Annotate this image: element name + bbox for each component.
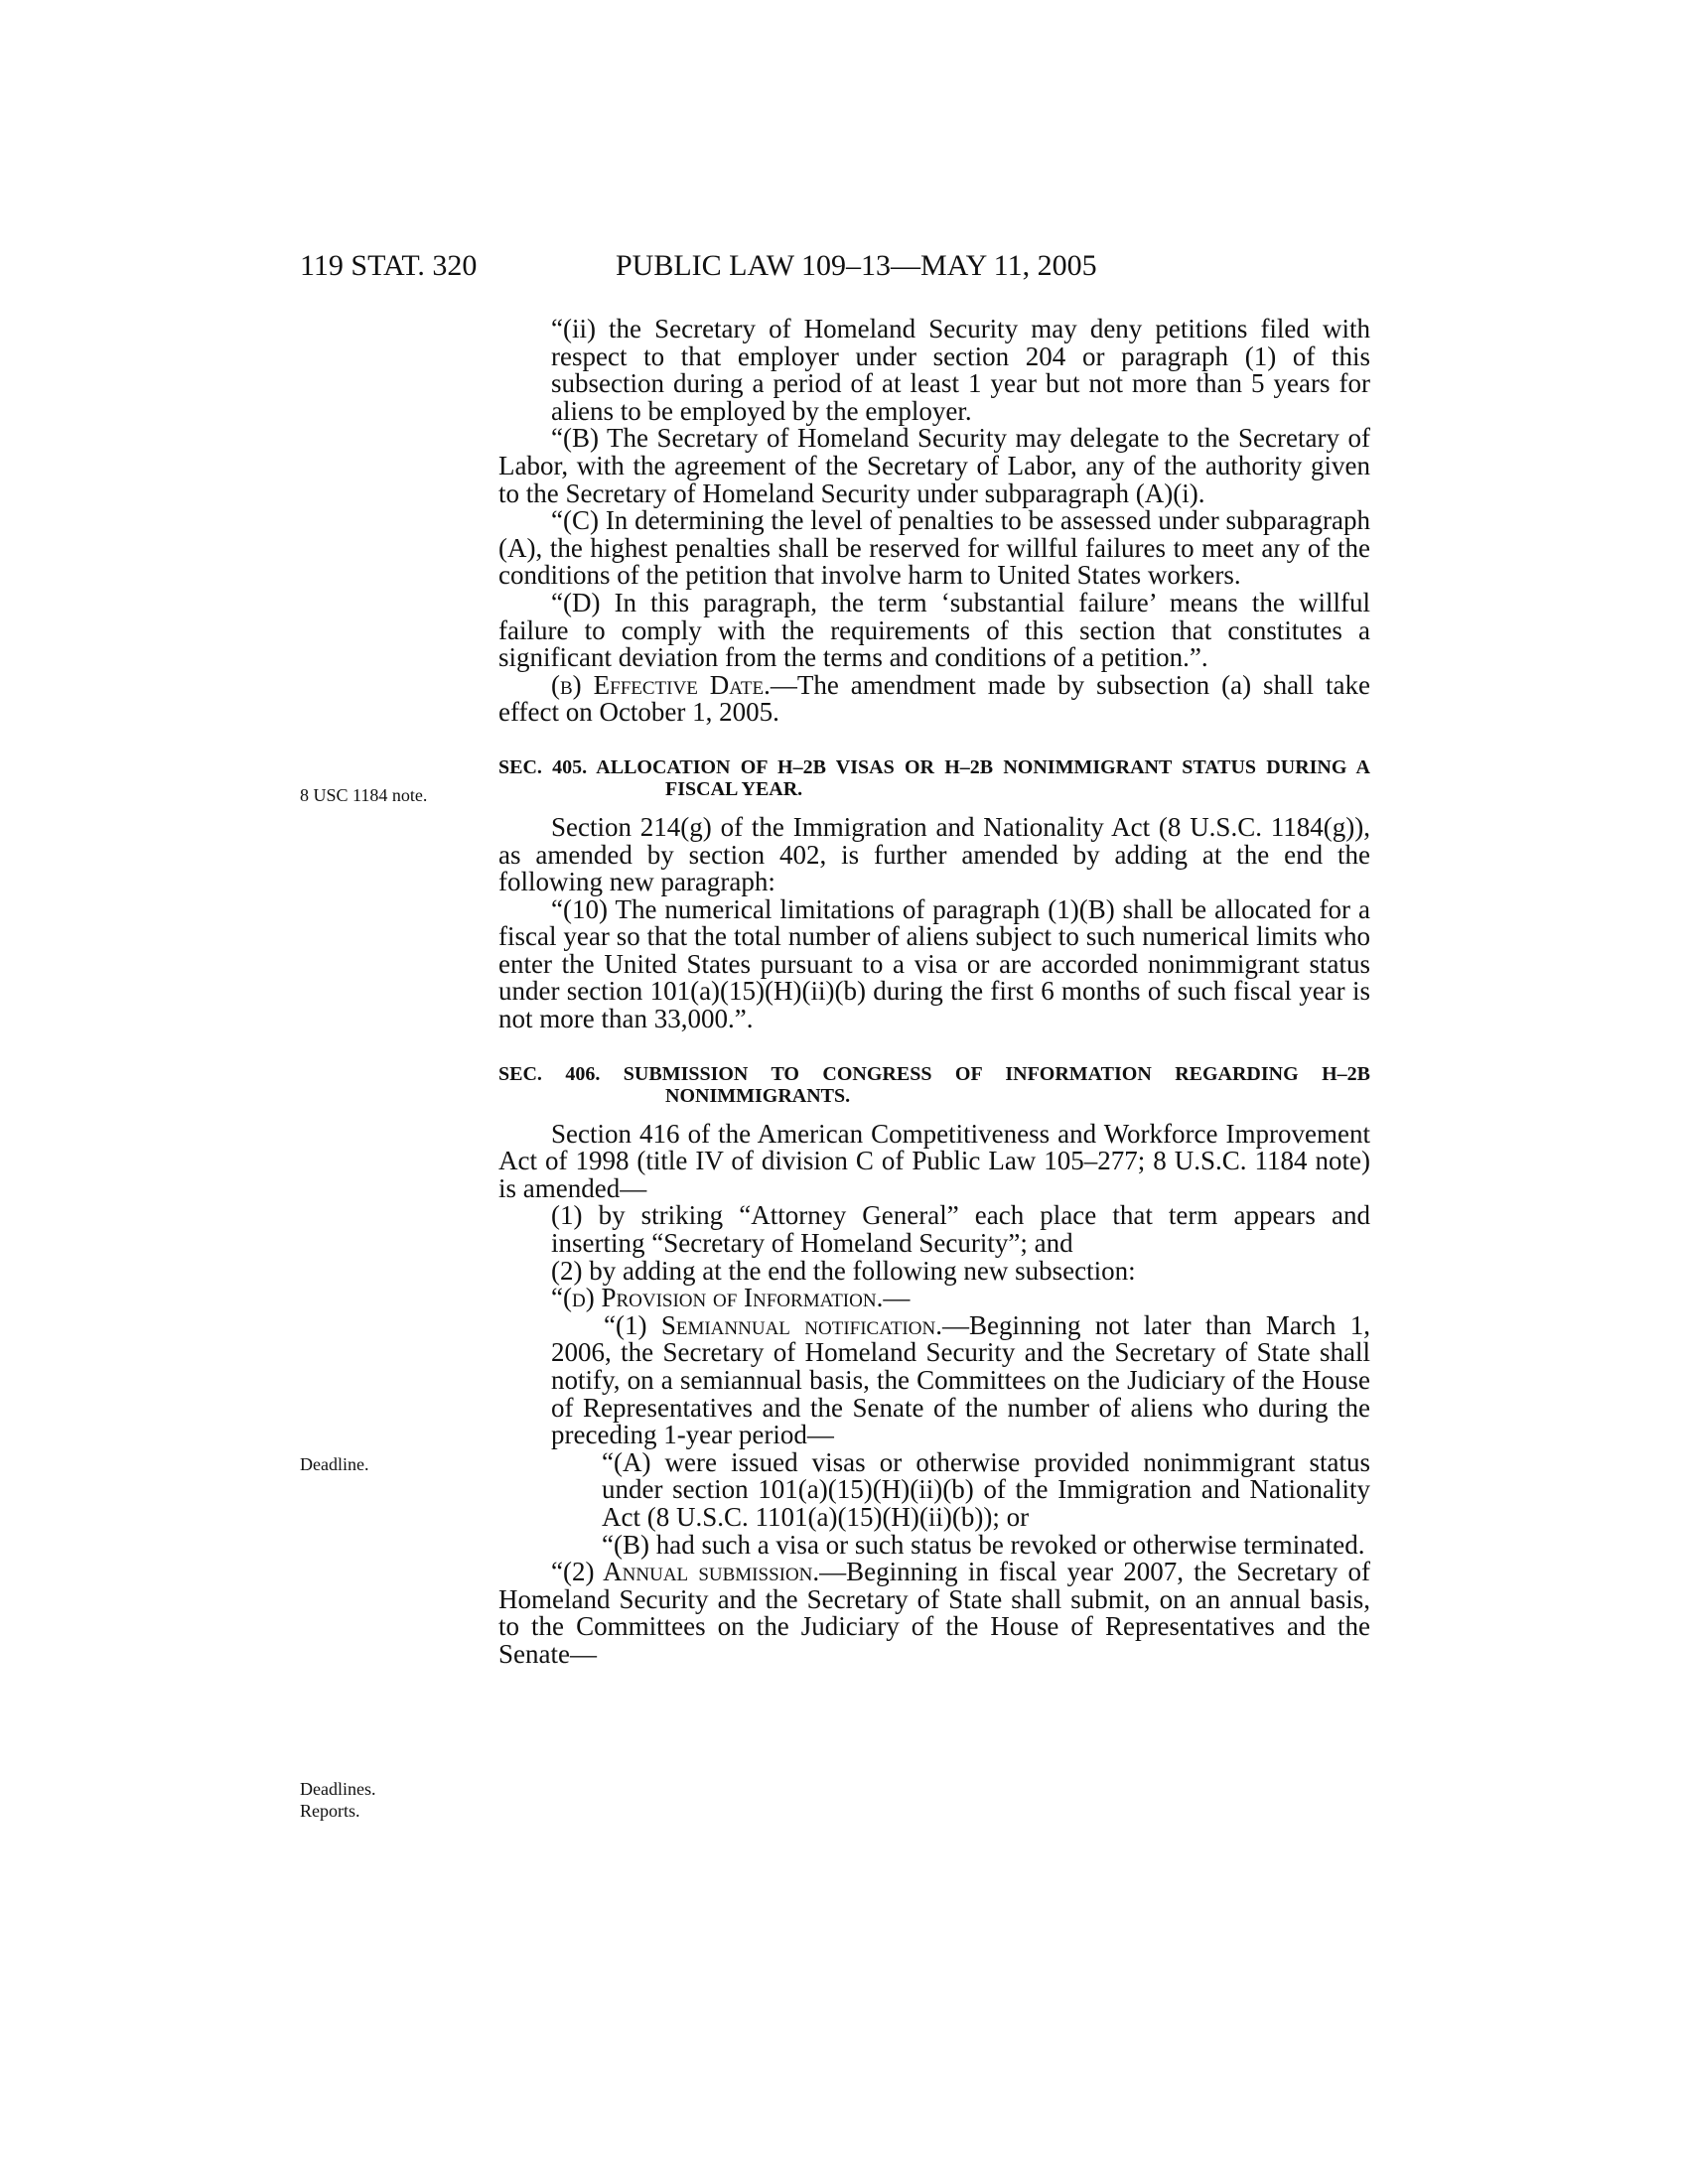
paragraph-sec405-intro: Section 214(g) of the Immigration and Nationality Act (8 U.S.C. 1184(g)), as amended by section 402, is further amended by adding at the end the following new paragraph: bbox=[498, 811, 1370, 897]
margin-note-reports: Reports. bbox=[300, 1801, 360, 1821]
stat-reference: 119 STAT. 320 bbox=[300, 249, 478, 282]
semiannual-heading: “(1) Semiannual notification. bbox=[604, 1309, 942, 1340]
paragraph-effective-date bbox=[498, 669, 1370, 728]
page-title: PUBLIC LAW 109–13—MAY 11, 2005 bbox=[616, 249, 1097, 282]
section-406-title: SEC. 406. SUBMISSION TO CONGRESS OF INFORMATION REGARDING H–2B NONIMMIGRANTS. bbox=[498, 1062, 1370, 1107]
margin-note-deadlines: Deadlines. bbox=[300, 1779, 376, 1799]
margin-note-usc: 8 USC 1184 note. bbox=[300, 785, 428, 805]
document-body bbox=[498, 316, 1370, 1669]
paragraph-1-striking: (1) by striking “Attorney General” each place that term appears and inserting “Secretary of Homeland Security”; and bbox=[551, 1200, 1370, 1259]
paragraph-annual bbox=[498, 1559, 1370, 1668]
section-405-heading bbox=[498, 756, 1370, 800]
paragraph-d-provision bbox=[498, 1285, 1370, 1312]
margin-note-deadlines-reports bbox=[300, 1778, 498, 1822]
margin-note-deadline: Deadline. bbox=[300, 1454, 369, 1474]
semiannual-text: —Beginning not later than March 1, 2006, the Secretary of Homeland Security and the Secretary of State shall notify, on a semiannual basis, the Committees on the Judiciary of the House of Representatives and the Senate of the number of aliens who during the preceding 1-year period— bbox=[551, 1309, 1370, 1450]
section-405-title: SEC. 405. ALLOCATION OF H–2B VISAS OR H–2B NONIMMIGRANT STATUS DURING A FISCAL YEAR. bbox=[498, 755, 1370, 800]
provision-dash: — bbox=[883, 1283, 911, 1313]
paragraph-ii: “(ii) the Secretary of Homeland Security may deny petitions filed with respect to that employer under section 204 or paragraph (1) of this subsection during a period of at least 1 year but not more than 5 years for aliens to be employed by the employer. bbox=[551, 314, 1370, 426]
paragraph-semiannual bbox=[498, 1309, 1370, 1450]
provision-heading: “(d) Provision of Information. bbox=[551, 1283, 884, 1313]
paragraph-b-revoked: “(B) had such a visa or such status be revoked or otherwise terminated. bbox=[602, 1529, 1365, 1560]
paragraph-c-penalties: “(C) In determining the level of penalties to be assessed under subparagraph (A), the highest penalties shall be reserved for willful failures to meet any of the conditions of the petition that involve harm to United States workers. bbox=[498, 505, 1370, 591]
effective-date-text: —The amendment made by subsection (a) shall take effect on October 1, 2005. bbox=[498, 669, 1370, 728]
paragraph-d-definition: “(D) In this paragraph, the term ‘substantial failure’ means the willful failure to comply with the requirements of this section that constitutes a significant deviation from the terms and conditions of a petition.”. bbox=[498, 587, 1370, 673]
annual-heading: “(2) Annual submission. bbox=[551, 1557, 820, 1587]
paragraph-10-numerical: “(10) The numerical limitations of paragraph (1)(B) shall be allocated for a fiscal year so that the total number of aliens subject to such numerical limits who enter the United States pursuant to a visa or are accorded nonimmigrant status under section 101(a)(15)(H)(ii)(b) during the first 6 months of such fiscal year is not more than 33,000.”. bbox=[498, 893, 1370, 1034]
paragraph-b-delegation: “(B) The Secretary of Homeland Security may delegate to the Secretary of Labor, with the agreement of the Secretary of Labor, any of the authority given to the Secretary of Homeland Security under subparagraph (A)(i). bbox=[498, 423, 1370, 508]
paragraph-a-issued: “(A) were issued visas or otherwise provided nonimmigrant status under section 101(a)(15)(H)(ii)(b) of the Immigration and Nationality Act (8 U.S.C. 1101(a)(15)(H)(ii)(b)); or bbox=[602, 1446, 1370, 1532]
section-406-heading bbox=[498, 1063, 1370, 1107]
effective-date-heading: (b) Effective Date. bbox=[551, 669, 771, 700]
paragraph-sec406-intro: Section 416 of the American Competitiveness and Workforce Improvement Act of 1998 (title IV of division C of Public Law 105–277; 8 U.S.C. 1184 note) is amended— bbox=[498, 1118, 1370, 1203]
annual-text: —Beginning in fiscal year 2007, the Secretary of Homeland Security and the Secretary of State shall submit, on an annual basis, to the Committees on the Judiciary of the House of Representatives and the Senate— bbox=[498, 1557, 1370, 1669]
page-header bbox=[300, 246, 1370, 286]
paragraph-2-adding: (2) by adding at the end the following new subsection: bbox=[551, 1255, 1136, 1286]
